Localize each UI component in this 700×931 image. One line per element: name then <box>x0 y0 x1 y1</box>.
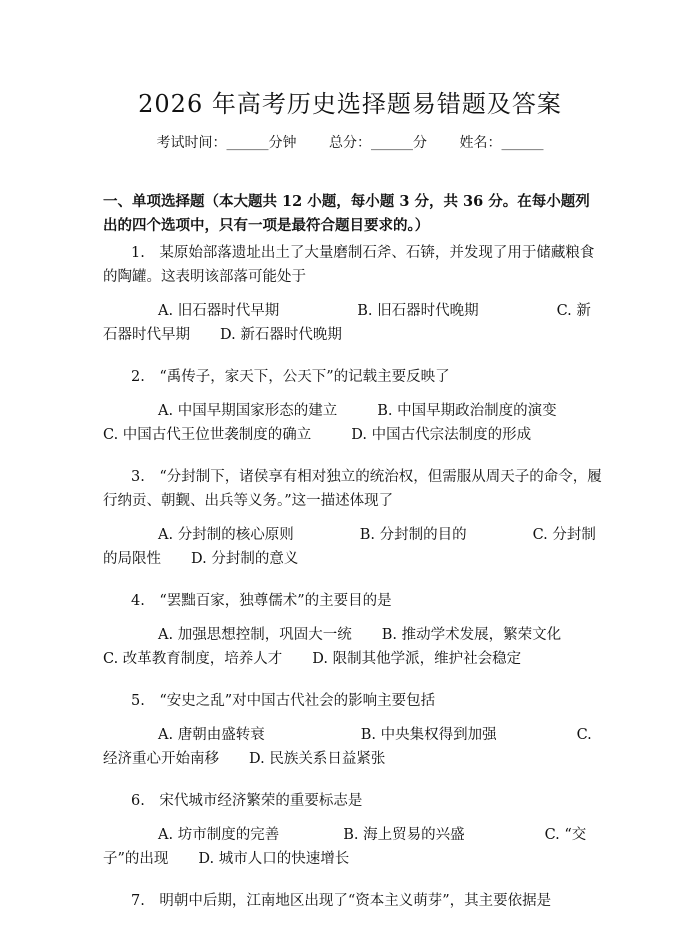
option-c: C. 分封制的局限性 <box>103 527 596 567</box>
option-a: A. 分封制的核心原则 <box>158 527 294 543</box>
exam-score: 总分：______分 <box>329 135 427 151</box>
option-b: B. 中央集权得到加强 <box>360 727 497 743</box>
question-5 <box>103 689 603 771</box>
option-b: B. 推动学术发展，繁荣文化 <box>381 627 562 643</box>
question-stem: 6. 宋代城市经济繁荣的重要标志是 <box>131 793 363 809</box>
exam-meta <box>0 132 700 152</box>
student-name: 姓名：______ <box>459 135 544 151</box>
option-c: C. “交子”的出现 <box>103 827 587 867</box>
question-options <box>103 523 603 571</box>
question-6 <box>103 789 603 871</box>
question-stem: 5. “安史之乱”对中国古代社会的影响主要包括 <box>131 693 436 709</box>
exam-time: 考试时间：______分钟 <box>156 135 297 151</box>
question-2 <box>103 365 603 447</box>
question-options <box>103 723 603 771</box>
option-c: C. 经济重心开始南移 <box>103 727 592 767</box>
question-stem: 7. 明朝中后期，江南地区出现了“资本主义萌芽”，其主要依据是 <box>131 893 552 909</box>
question-options <box>103 623 603 671</box>
option-b: B. 旧石器时代晚期 <box>357 303 479 319</box>
option-a: A. 中国早期国家形态的建立 <box>158 403 338 419</box>
question-stem: 1. 某原始部落遗址出土了大量磨制石斧、石锛，并发现了用于储藏粮食的陶罐。这表明该部落可能处于 <box>103 245 595 285</box>
question-options <box>103 823 603 871</box>
option-c: C. 新石器时代早期 <box>103 303 591 343</box>
question-3 <box>103 465 603 571</box>
question-list <box>103 241 603 931</box>
option-d: D. 限制其他学派，维护社会稳定 <box>312 651 522 667</box>
option-a: A. 坊市制度的完善 <box>158 827 280 843</box>
option-d: D. 城市人口的快速增长 <box>198 851 350 867</box>
question-7 <box>103 889 603 913</box>
option-c: C. 改革教育制度，培养人才 <box>103 651 283 667</box>
page-title: 2026 年高考历史选择题易错题及答案 <box>138 90 562 118</box>
option-c: C. 中国古代王位世袭制度的确立 <box>103 427 312 443</box>
option-d: D. 中国古代宗法制度的形成 <box>351 427 532 443</box>
question-4 <box>103 589 603 671</box>
option-d: D. 新石器时代晚期 <box>220 327 342 343</box>
option-b: B. 海上贸易的兴盛 <box>343 827 465 843</box>
question-options <box>103 299 603 347</box>
section-heading: 一、单项选择题（本大题共 12 小题，每小题 3 分，共 36 分。在每小题列出的四个选项中，只有一项是最符合题目要求的。） <box>103 193 590 234</box>
option-b: B. 分封制的目的 <box>359 527 467 543</box>
option-a: A. 加强思想控制，巩固大一统 <box>158 627 352 643</box>
question-stem: 2. “禹传子，家天下，公天下”的记载主要反映了 <box>131 369 450 385</box>
option-a: A. 唐朝由盛转衰 <box>158 727 265 743</box>
option-b: B. 中国早期政治制度的演变 <box>377 403 557 419</box>
option-a: A. 旧石器时代早期 <box>158 303 280 319</box>
option-d: D. 分封制的意义 <box>191 551 299 567</box>
question-stem: 3. “分封制下，诸侯享有相对独立的统治权，但需服从周天子的命令，履行纳贡、朝觐、出兵等义务。”这一描述体现了 <box>103 469 602 509</box>
question-options <box>103 399 603 447</box>
option-d: D. 民族关系日益紧张 <box>249 751 386 767</box>
question-stem: 4. “罢黜百家，独尊儒术”的主要目的是 <box>131 593 392 609</box>
question-1 <box>103 241 603 347</box>
